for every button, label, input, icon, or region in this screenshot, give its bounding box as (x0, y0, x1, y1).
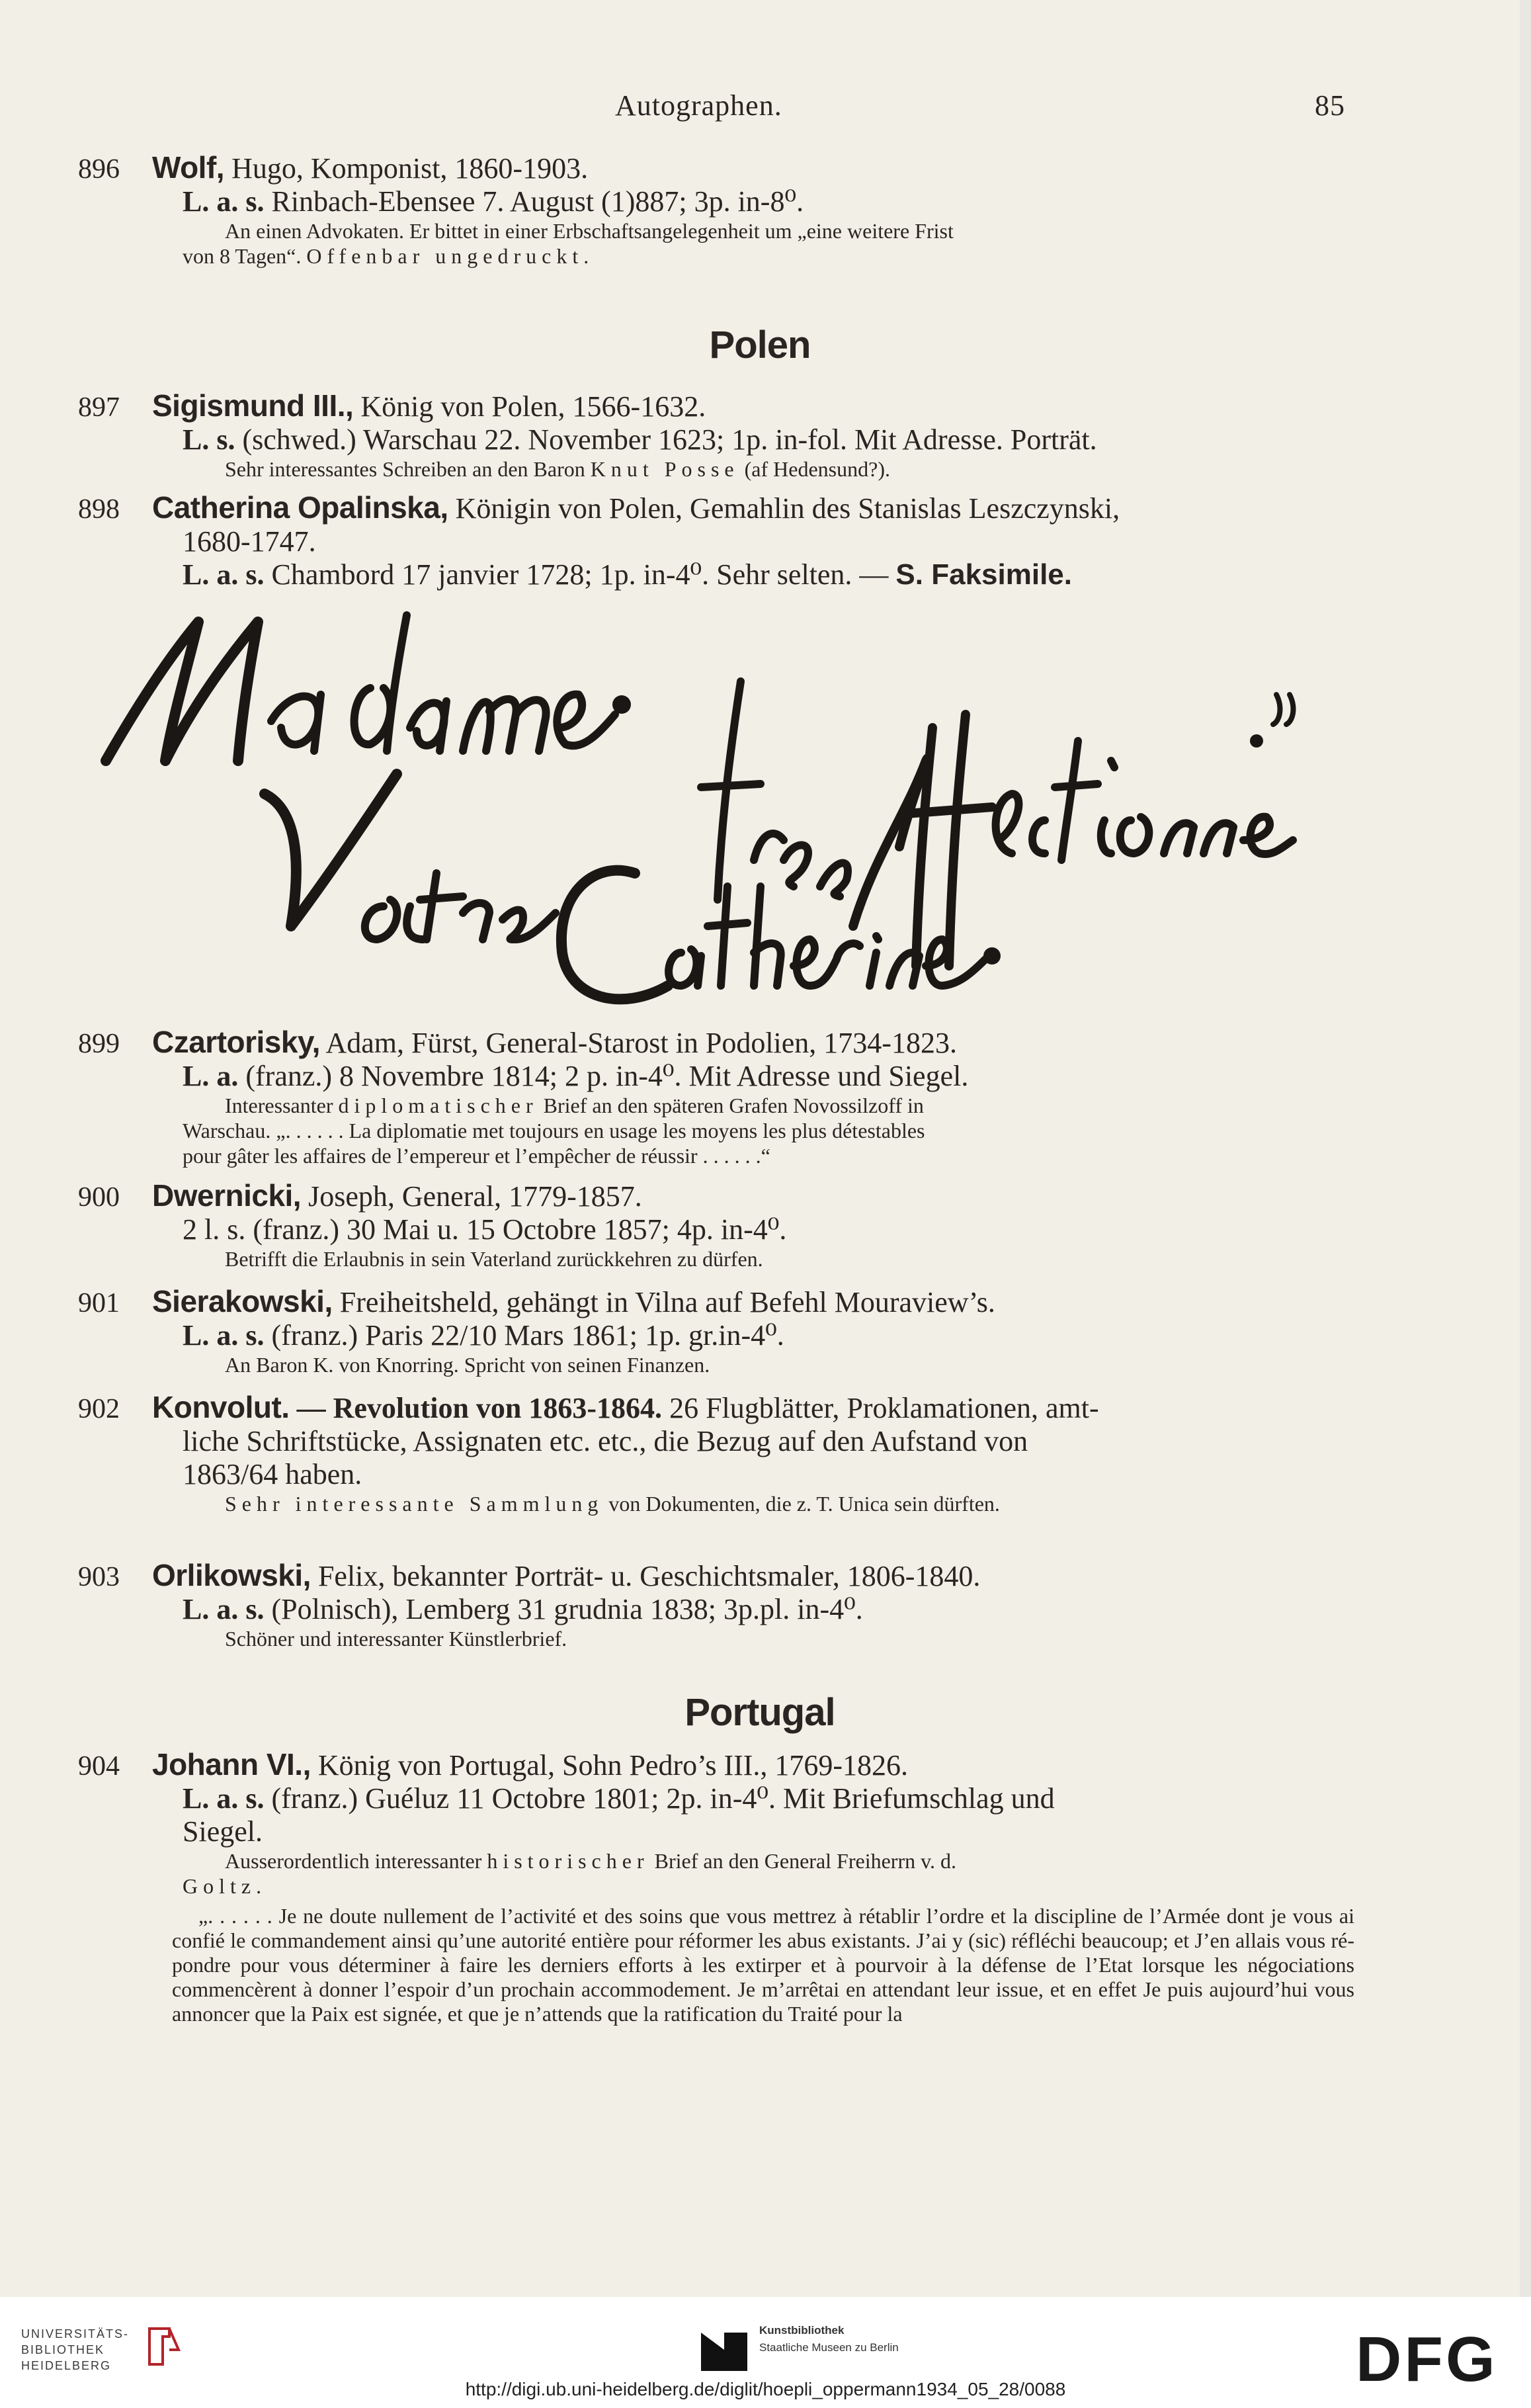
lot-number: 903 (78, 1562, 120, 1592)
entry-899 (78, 1024, 1354, 1168)
entry-description: König von Polen, 1566-1632. (360, 390, 706, 423)
spaced-emphasis: Sehr interessante Sammlung (225, 1492, 604, 1516)
item-type: L. a. s. (183, 1593, 265, 1625)
dfg-logo: DFG (1356, 2324, 1498, 2395)
item-type: L. a. s. (183, 1319, 265, 1352)
lot-number: 898 (78, 494, 120, 525)
entry-description-continued: liche Schriftstücke, Assignaten etc. etc., die Bezug auf den Aufstand von (183, 1425, 1028, 1457)
entry-902 (78, 1389, 1354, 1516)
entry-name: Catherina Opalinska, (152, 490, 448, 525)
lot-number: 896 (78, 154, 120, 185)
lot-number: 904 (78, 1751, 120, 1782)
item-details: (schwed.) Warschau 22. November 1623; 1p. in-fol. Mit Adresse. Porträt. (242, 423, 1097, 456)
lot-number: 901 (78, 1288, 120, 1318)
entry-note-recipient: Goltz. (183, 1874, 267, 1898)
item-type: L. a. s. (183, 1782, 265, 1815)
source-url: http://digi.ub.uni-heidelberg.de/diglit/hoepli_oppermann1934_05_28/0088 (465, 2379, 1066, 2399)
spaced-emphasis: diplomatischer (338, 1094, 538, 1117)
scan-edge (1520, 0, 1531, 2297)
entry-896 (78, 150, 1354, 269)
lot-number: 900 (78, 1182, 120, 1213)
entry-note: Betrifft die Erlaubnis in sein Vaterland zurückkehren zu dürfen. (225, 1247, 763, 1271)
item-details: (franz.) 30 Mai u. 15 Octobre 1857; 4p. in-4⁰. (253, 1213, 787, 1246)
spaced-emphasis: historischer (487, 1849, 649, 1873)
spaced-emphasis: Knut Posse (590, 457, 739, 481)
item-type: L. s. (183, 423, 235, 456)
entry-901 (78, 1283, 1354, 1377)
entry-903 (78, 1557, 1354, 1651)
item-details: (Polnisch), Lemberg 31 grudnia 1838; 3p.pl. in-4⁰. (271, 1593, 863, 1625)
item-details-continued: Siegel. (183, 1815, 263, 1848)
item-details: (franz.) Guéluz 11 Octobre 1801; 2p. in-4⁰. Mit Briefumschlag und (271, 1782, 1055, 1815)
entry-name: Sigismund III., (152, 388, 354, 423)
university-library-label: UNIVERSITÄTS- BIBLIOTHEK HEIDELBERG (21, 2327, 130, 2372)
signature-facsimile-image (93, 595, 1349, 1019)
entry-898 (78, 490, 1354, 591)
entry-description: Freiheitsheld, gehängt in Vilna auf Befehl Mouraview’s. (339, 1286, 995, 1318)
entry-name: Wolf, (152, 150, 225, 185)
kunstbibliothek-logo-icon (701, 2323, 747, 2371)
digitization-footer (0, 2297, 1531, 2408)
item-details: Chambord 17 janvier 1728; 1p. in-4⁰. Sehr selten. — (271, 558, 889, 591)
entry-note: An einen Advokaten. Er bittet in einer Erbschaftsangelegenheit um „eine weitere Frist (225, 219, 954, 243)
entry-description: Hugo, Komponist, 1860-1903. (231, 152, 589, 185)
entry-description-continued-2: 1863/64 haben. (183, 1458, 362, 1490)
entry-note: Ausserordentlich interessanter historischer Brief an den General Freiherrn v. d. (225, 1849, 957, 1873)
entry-name: Sierakowski, (152, 1284, 333, 1318)
spaced-emphasis: Offenbar ungedruckt. (306, 244, 595, 268)
entry-description: Joseph, General, 1779-1857. (308, 1180, 642, 1213)
item-details: (franz.) 8 Novembre 1814; 2 p. in-4⁰. Mit Adresse und Siegel. (245, 1060, 969, 1092)
entry-note: Sehr interessante Sammlung von Dokumenten, die z. T. Unica sein dürften. (225, 1492, 1000, 1516)
entry-subject: — Revolution von 1863-1864. (296, 1392, 663, 1424)
entry-note-continued: von 8 Tagen“. Offenbar ungedruckt. (183, 244, 595, 268)
item-type: L. a. s. (183, 558, 265, 591)
entry-description: 26 Flugblätter, Proklamationen, amt- (669, 1392, 1099, 1424)
lot-number: 897 (78, 392, 120, 423)
page-number: 85 (1315, 89, 1345, 122)
entry-name: Czartorisky, (152, 1025, 320, 1059)
section-heading-portugal: Portugal (684, 1691, 835, 1734)
university-logo-icon (143, 2323, 183, 2370)
entry-note: Interessanter diplomatischer Brief an den späteren Grafen Novossilzoff in (225, 1094, 924, 1117)
entry-904 (78, 1746, 1354, 2026)
entry-900 (78, 1178, 1354, 1271)
entry-note-quote-end: pour gâter les affaires de l’empereur et l’empêcher de réussir . . . . . .“ (183, 1144, 770, 1168)
entry-description: Königin von Polen, Gemahlin des Stanislas Leszczynski, (455, 492, 1120, 525)
entry-name: Orlikowski, (152, 1558, 311, 1592)
entry-note: Schöner und interessanter Künstlerbrief. (225, 1627, 567, 1651)
entry-name: Dwernicki, (152, 1178, 302, 1213)
item-type: L. a. s. (183, 185, 265, 218)
item-details: Rinbach-Ebensee 7. August (1)887; 3p. in-8⁰. (271, 185, 804, 218)
entry-name: Johann VI., (152, 1747, 311, 1782)
running-head-title: Autographen. (615, 89, 782, 122)
entry-name: Konvolut. (152, 1390, 290, 1424)
section-heading-polen: Polen (709, 323, 811, 366)
item-type: L. a. (183, 1060, 239, 1092)
entry-note-quote: Warschau. „. . . . . . La diplomatie met toujours en usage les moyens les plus détestables (183, 1119, 925, 1142)
item-type: 2 l. s. (183, 1213, 246, 1246)
lot-number: 899 (78, 1029, 120, 1059)
entry-description-continued: 1680-1747. (183, 525, 316, 558)
entry-description: Felix, bekannter Porträt- u. Geschichtsmaler, 1806-1840. (317, 1560, 981, 1592)
kunstbibliothek-label: Kunstbibliothek Staatliche Museen zu Berlin (759, 2324, 899, 2354)
letter-quote: „. . . . . . Je ne doute nullement de l’activité et des soins que vous mettrez à rétablir l’ordre et la discipline de l’Armée dont je vous ai confié le commandement ainsi qu’une autorité entière pour réformer les abus existants. J’ai y (sic) réfléchi beaucoup; et J’en allais vous ré-pondre pour vous déterminer à faire les derniers efforts à les extirper et à pourvoir à la défense de l’Etat lorsque les négociations commencèrent à donner l’espoir d’un prochain accommodement. Je m’arrêtai en attendant leur issue, et en effet Je puis aujourd’hui vous annoncer que la Paix est signée, et que je n’attends que la ratification du Traité pour la (172, 1904, 1354, 2026)
facsimile-note: S. Faksimile. (895, 558, 1072, 591)
entry-description: Adam, Fürst, General-Starost in Podolien, 1734-1823. (325, 1027, 957, 1059)
lot-number: 902 (78, 1394, 120, 1424)
entry-note: An Baron K. von Knorring. Spricht von seinen Finanzen. (225, 1353, 710, 1377)
entry-note: Sehr interessantes Schreiben an den Baron Knut Posse (af Hedensund?). (225, 457, 890, 481)
entry-description: König von Portugal, Sohn Pedro’s III., 1769-1826. (317, 1749, 909, 1782)
item-details: (franz.) Paris 22/10 Mars 1861; 1p. gr.in-4⁰. (271, 1319, 784, 1352)
entry-897 (78, 388, 1354, 482)
